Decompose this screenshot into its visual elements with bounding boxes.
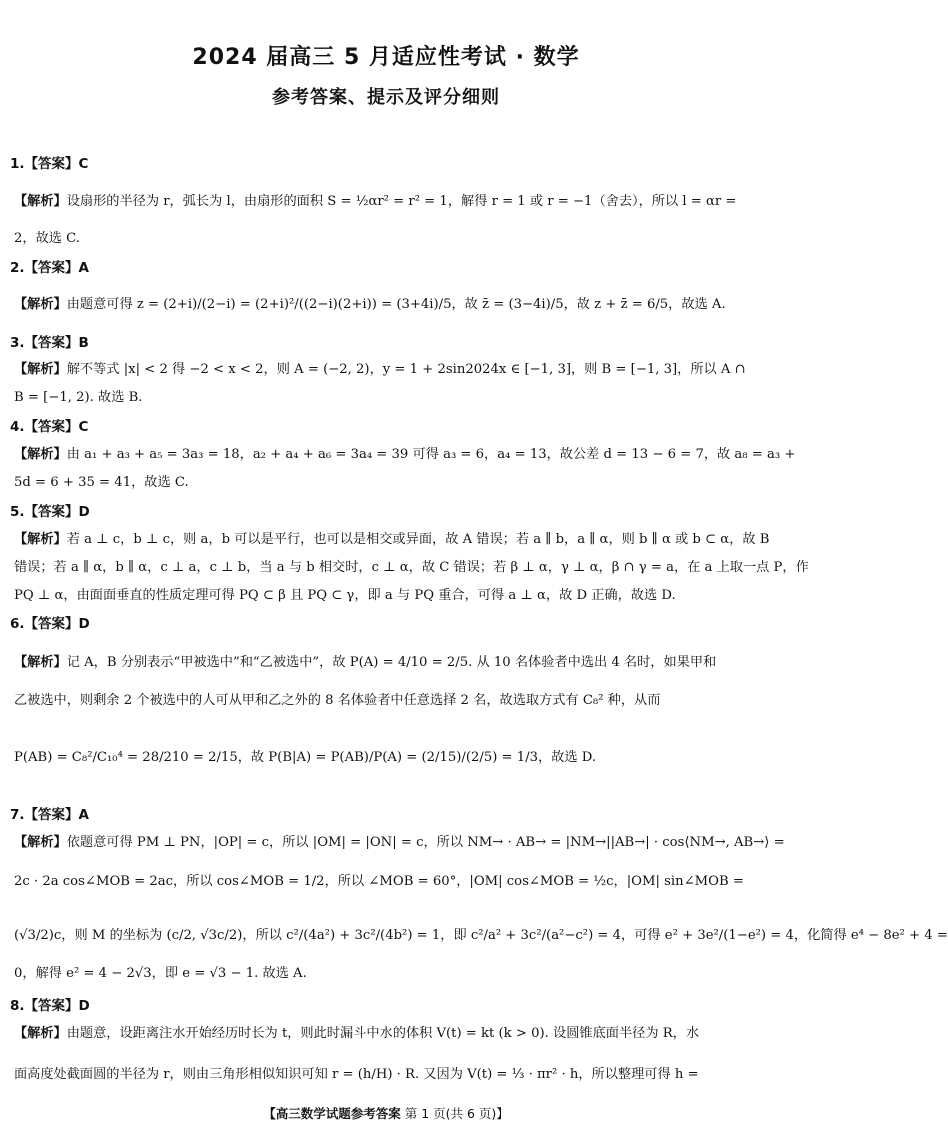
q6-analysis-line: P(AB) = C₈²/C₁₀⁴ = 28/210 = 2/15，故 P(B|A) = P(AB)/P(A) = (2/15)/(2/5) = 1/3，故选 D.: [14, 750, 597, 765]
q2-analysis-line: 【解析】由题意可得 z = (2+i)/(2−i) = (2+i)²/((2−i)(2+i)) = (3+4i)/5，故 z̄ = (3−4i)/5，故 z + z̄ = 6/5，故选 A.: [14, 297, 726, 312]
analysis-tag: 【解析】: [14, 362, 67, 377]
analysis-tag: 【解析】: [14, 835, 67, 850]
q7-analysis-line: 0，解得 e² = 4 − 2√3，即 e = √3 − 1. 故选 A.: [14, 966, 307, 981]
q1-analysis-line: 2，故选 C.: [14, 231, 80, 246]
q8-analysis-line: 【解析】由题意，设距离注水开始经历时长为 t，则此时漏斗中水的体积 V(t) = kt (k > 0). 设圆锥底面半径为 R，水: [14, 1026, 700, 1041]
q4-answer: 4.【答案】C: [10, 419, 89, 435]
q7-answer: 7.【答案】A: [10, 807, 89, 823]
q6-answer: 6.【答案】D: [10, 616, 90, 632]
q1-answer: 1.【答案】C: [10, 156, 89, 172]
q7-analysis-line: (√3/2)c，则 M 的坐标为 (c/2, √3c/2)，所以 c²/(4a²) + 3c²/(4b²) = 1，即 c²/a² + 3c²/(a²−c²) = 4，可得 e² + 3e²/(1−e²) = 4，化简得 e⁴ − 8e² + 4 =: [14, 928, 948, 943]
q5-analysis-line: PQ ⊥ α，由面面垂直的性质定理可得 PQ ⊂ β 且 PQ ⊂ γ，即 a 与 PQ 重合，可得 a ⊥ α，故 D 正确，故选 D.: [14, 588, 676, 603]
q7-analysis-line: 【解析】依题意可得 PM ⊥ PN，|OP| = c，所以 |OM| = |ON| = c，所以 NM→ · AB→ = |NM→||AB→| · cos⟨NM→, AB→⟩ =: [14, 835, 785, 850]
page-footer: [0, 1104, 772, 1122]
q5-analysis-line: 错误；若 a ∥ α，b ∥ α，c ⊥ a，c ⊥ b，当 a 与 b 相交时，c ⊥ α，故 C 错误；若 β ⊥ α，γ ⊥ α，β ∩ γ = a，在 a 上取一点 P，作: [14, 560, 809, 575]
q4-analysis-line: 5d = 6 + 35 = 41，故选 C.: [14, 475, 189, 490]
analysis-tag: 【解析】: [14, 655, 67, 670]
analysis-tag: 【解析】: [14, 532, 67, 547]
q1-analysis-line: 【解析】设扇形的半径为 r，弧长为 l，由扇形的面积 S = ½αr² = r² = 1，解得 r = 1 或 r = −1（舍去），所以 l = αr =: [14, 194, 737, 209]
analysis-tag: 【解析】: [14, 297, 67, 312]
q5-answer: 5.【答案】D: [10, 504, 90, 520]
page-subtitle: 参考答案、提示及评分细则: [272, 87, 500, 108]
q6-analysis-line: 乙被选中，则剩余 2 个被选中的人可从甲和乙之外的 8 名体验者中任意选择 2 名，故选取方式有 C₈² 种，从而: [14, 693, 661, 708]
page-title: 2024 届高三 5 月适应性考试 · 数学: [192, 45, 580, 70]
q8-analysis-line: 面高度处截面圆的半径为 r，则由三角形相似知识可知 r = (h/H) · R. 又因为 V(t) = ⅓ · πr² · h，所以整理可得 h =: [14, 1067, 699, 1082]
analysis-tag: 【解析】: [14, 447, 67, 462]
q4-analysis-line: 【解析】由 a₁ + a₃ + a₅ = 3a₃ = 18，a₂ + a₄ + a₆ = 3a₄ = 39 可得 a₃ = 6，a₄ = 13，故公差 d = 13 − 6 = 7，故 a₈ = a₃ +: [14, 447, 796, 462]
q5-analysis-line: 【解析】若 a ⊥ c，b ⊥ c，则 a，b 可以是平行，也可以是相交或异面，故 A 错误；若 a ∥ b，a ∥ α，则 b ∥ α 或 b ⊂ α，故 B: [14, 532, 770, 547]
q3-analysis-line: 【解析】解不等式 |x| < 2 得 −2 < x < 2，则 A = (−2, 2)，y = 1 + 2sin2024x ∈ [−1, 3]，则 B = [−1, 3]，所以 A ∩: [14, 362, 746, 377]
q3-answer: 3.【答案】B: [10, 335, 89, 351]
footer-page-number: 第 1 页(共 6 页)】: [404, 1106, 509, 1121]
q8-answer: 8.【答案】D: [10, 998, 90, 1014]
q2-answer: 2.【答案】A: [10, 260, 89, 276]
q7-analysis-line: 2c · 2a cos∠MOB = 2ac，所以 cos∠MOB = 1/2，所以 ∠MOB = 60°，|OM| cos∠MOB = ½c，|OM| sin∠MOB =: [14, 874, 744, 889]
q3-analysis-line: B = [−1, 2). 故选 B.: [14, 390, 143, 405]
analysis-tag: 【解析】: [14, 1026, 67, 1041]
q6-analysis-line: 【解析】记 A，B 分别表示“甲被选中”和“乙被选中”，故 P(A) = 4/10 = 2/5. 从 10 名体验者中选出 4 名时，如果甲和: [14, 655, 717, 670]
analysis-tag: 【解析】: [14, 194, 67, 209]
footer-label: 【高三数学试题参考答案: [263, 1106, 401, 1121]
